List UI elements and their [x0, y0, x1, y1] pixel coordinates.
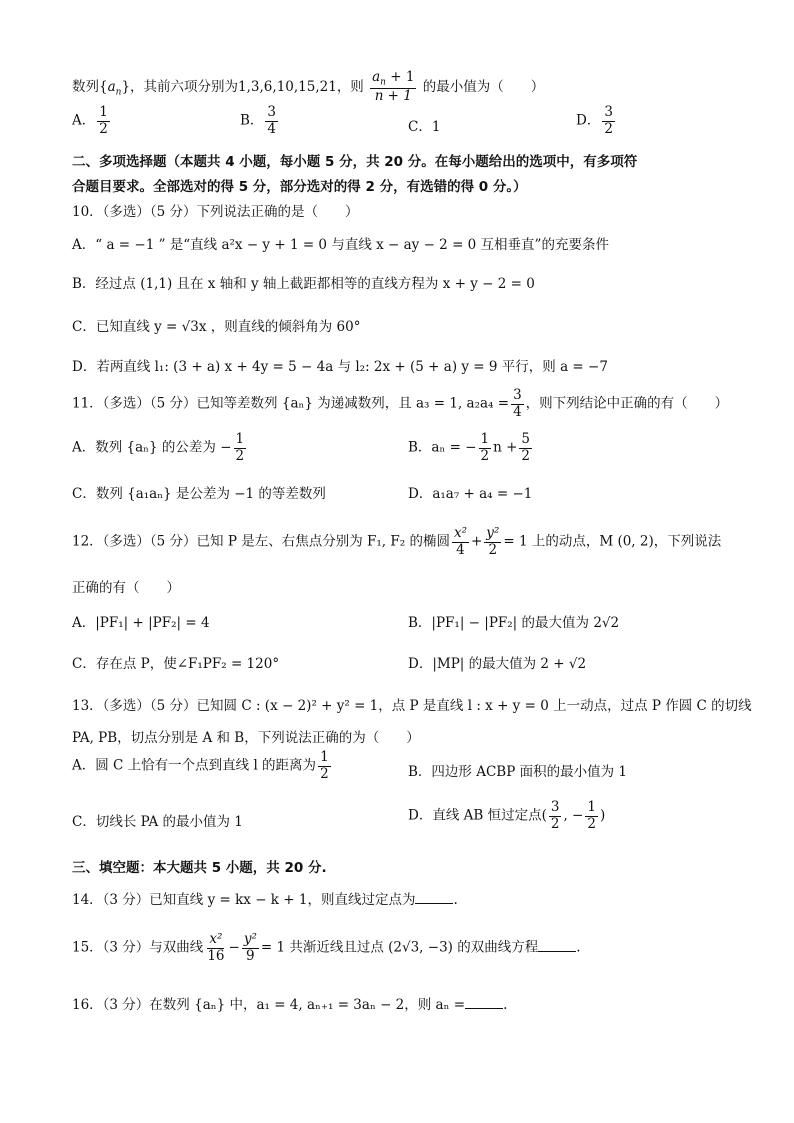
q10-option-d: D．若两直线 l₁: (3 + a) x + 4y = 5 − 4a 与 l₂: 2x + (5 + a) y = 9 平行，则 a = −7 — [72, 359, 608, 375]
q10-option-c: C．已知直线 y = √3x ，则直线的倾斜角为 60° — [72, 319, 361, 335]
q12-option-b: B．|PF₁| − |PF₂| 的最大值为 2√2 — [408, 615, 620, 631]
q9-stem: 数列$\{a_n\}$，其前六项分别为1,3,6,10,15,21，则 $\frac{a_n + 1}{n + 1}$ 的最小值为（ ） — [72, 69, 545, 105]
section2-heading-line1: 二、多项选择题（本题共 4 小题，每小题 5 分，共 20 分。在每小题给出的选项中，有多项符 — [72, 154, 638, 170]
q9-option-c: C．1 — [408, 119, 441, 135]
q12-option-d: D．|MP| 的最大值为 2 + √2 — [408, 656, 587, 672]
q12-option-a: A．|PF₁| + |PF₂| = 4 — [72, 615, 210, 631]
q11-option-c: C．数列 {a₁aₙ} 是公差为 −1 的等差数列 — [72, 486, 326, 502]
q13-option-b: B．四边形 ACBP 面积的最小值为 1 — [408, 764, 627, 780]
q12-option-c: C．存在点 P，使∠F₁PF₂ = 120° — [72, 656, 280, 672]
q15-answer-blank[interactable] — [538, 939, 576, 952]
q9-option-a: A． $\frac{1}{2}$ — [72, 104, 108, 137]
q11-option-b: B．aₙ = − $\frac{1}{2}$ n + $\frac{5}{2}$ — [408, 431, 531, 464]
q10-option-b: B．经过点 (1,1) 且在 x 轴和 y 轴上截距都相等的直线方程为 x + y − 2 = 0 — [72, 276, 535, 292]
q12-stem-cont: 正确的有（ ） — [72, 580, 180, 596]
q14-answer-blank[interactable] — [415, 891, 453, 904]
q9-option-d: D． $\frac{3}{2}$ — [576, 104, 613, 137]
q14: 14．（3 分）已知直线 y = kx − k + 1，则直线过定点为 . — [72, 892, 458, 908]
q10-stem: 10．（多选）（5 分）下列说法正确的是（ ） — [72, 204, 359, 220]
q11-option-d: D．a₁a₇ + a₄ = −1 — [408, 486, 533, 502]
q13-stem: 13．（多选）（5 分）已知圆 C : (x − 2)² + y² = 1，点 P 是直线 l : x + y = 0 上一动点，过点 P 作圆 C 的切线 — [72, 698, 752, 714]
section3-heading: 三、填空题：本大题共 5 小题，共 20 分. — [72, 860, 327, 876]
q16: 16．（3 分）在数列 {aₙ} 中，a₁ = 4, aₙ₊₁ = 3aₙ − 2，则 aₙ = . — [72, 997, 508, 1013]
q15: 15．（3 分）与双曲线 $\frac{\text{x²}}{16}$ − $\frac{\text{y²}}{9}$ = 1 共渐近线且过点 (2√3, −3) 的双曲线方程 . — [72, 931, 581, 964]
q9-fraction: $\frac{a_n + 1}{n + 1}$ — [372, 69, 415, 105]
q13-option-d: D．直线 AB 恒过定点( $\frac{3}{2}$ , − $\frac{1}{2}$ ) — [408, 799, 606, 832]
q13-option-a: A．圆 C 上恰有一个点到直线 l 的距离为 $\frac{1}{2}$ — [72, 749, 329, 782]
q11-stem: 11．（多选）（5 分）已知等差数列 {aₙ} 为递减数列，且 a₃ = 1, a₂a₄ = $\frac{3}{4}$ ，则下列结论中正确的有（ ） — [72, 387, 729, 420]
q12-stem: 12．（多选）（5 分）已知 P 是左、右焦点分别为 F₁, F₂ 的椭圆 $\frac{\text{x²}}{4}$ + $\frac{\text{y²}}{2}$ = 1 上的动点，M (0, 2)，下列说法 — [72, 525, 722, 558]
q11-option-a: A．数列 {aₙ} 的公差为 − $\frac{1}{2}$ — [72, 431, 245, 464]
q13-option-c: C．切线长 PA 的最小值为 1 — [72, 814, 243, 830]
q10-option-a: A．“ a = −1 ” 是“直线 a²x − y + 1 = 0 与直线 x − ay − 2 = 0 互相垂直”的充要条件 — [72, 237, 609, 253]
q9-option-b: B． $\frac{3}{4}$ — [240, 104, 277, 137]
section2-heading-line2: 合题目要求。全部选对的得 5 分，部分选对的得 2 分，有选错的得 0 分。） — [72, 179, 527, 195]
q16-answer-blank[interactable] — [465, 996, 503, 1009]
q13-stem-cont: PA, PB，切点分别是 A 和 B，下列说法正确的为（ ） — [72, 730, 420, 746]
